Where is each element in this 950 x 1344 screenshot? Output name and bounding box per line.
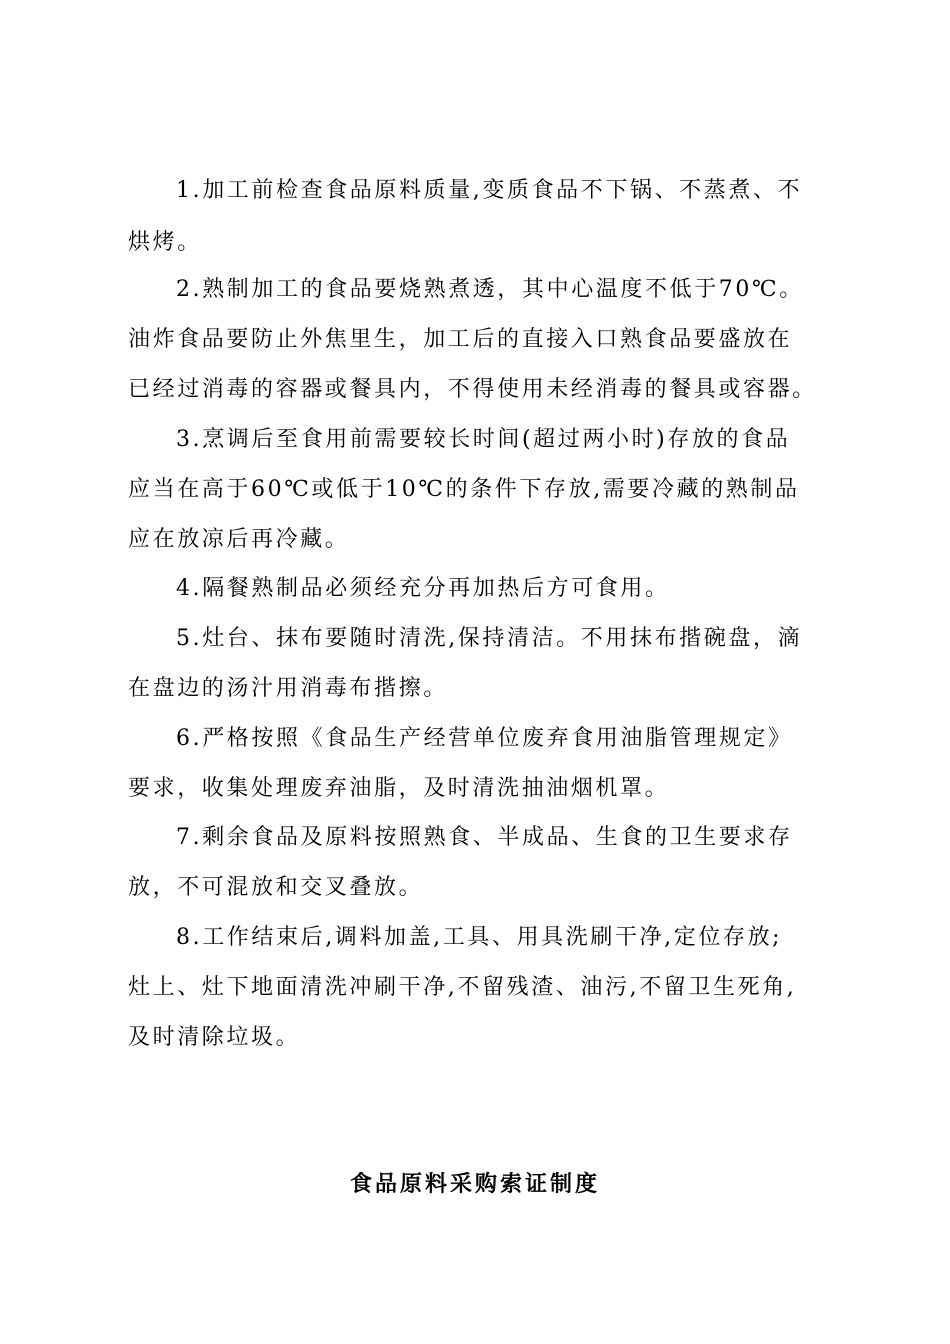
paragraph-5-line-1: 5.灶台、抹布要随时清洗,保持清洁。不用抹布揩碗盘，滴 [176,626,803,651]
paragraph-2-line-3: 已经过消毒的容器或餐具内，不得使用未经消毒的餐具或容器。 [128,377,817,402]
section-title: 食品原料采购索证制度 [349,1172,600,1197]
paragraph-2-line-2: 油炸食品要防止外焦里生，加工后的直接入口熟食品要盛放在 [128,327,793,352]
paragraph-8-line-2: 灶上、灶下地面清洗冲刷干净,不留残渣、油污,不留卫生死角, [128,975,797,1000]
paragraph-3-line-3: 应在放凉后再冷藏。 [128,527,350,552]
paragraph-7-line-2: 放，不可混放和交叉叠放。 [128,875,424,900]
paragraph-8-line-1: 8.工作结束后,调料加盖,工具、用具洗刷干净,定位存放; [176,925,783,950]
paragraph-4-line-1: 4.隔餐熟制品必须经充分再加热后方可食用。 [176,576,670,601]
paragraph-3-line-2: 应当在高于60℃或低于10℃的条件下存放,需要冷藏的熟制品 [128,477,800,502]
paragraph-8-line-3: 及时清除垃圾。 [128,1025,301,1050]
paragraph-7-line-1: 7.剩余食品及原料按照熟食、半成品、生食的卫生要求存 [176,825,793,850]
paragraph-1-line-2: 烘烤。 [128,230,202,255]
paragraph-6-line-2: 要求，收集处理废弃油脂，及时清洗抽油烟机罩。 [128,776,670,801]
paragraph-5-line-2: 在盘边的汤汁用消毒布揩擦。 [128,676,448,701]
paragraph-3-line-1: 3.烹调后至食用前需要较长时间(超过两小时)存放的食品 [176,427,791,452]
paragraph-6-line-1: 6.严格按照《食品生产经营单位废弃食用油脂管理规定》 [176,726,793,751]
paragraph-1-line-1: 1.加工前检查食品原料质量,变质食品不下锅、不蒸煮、不 [176,178,803,203]
paragraph-2-line-1: 2.熟制加工的食品要烧熟煮透，其中心温度不低于70℃。 [176,277,804,302]
